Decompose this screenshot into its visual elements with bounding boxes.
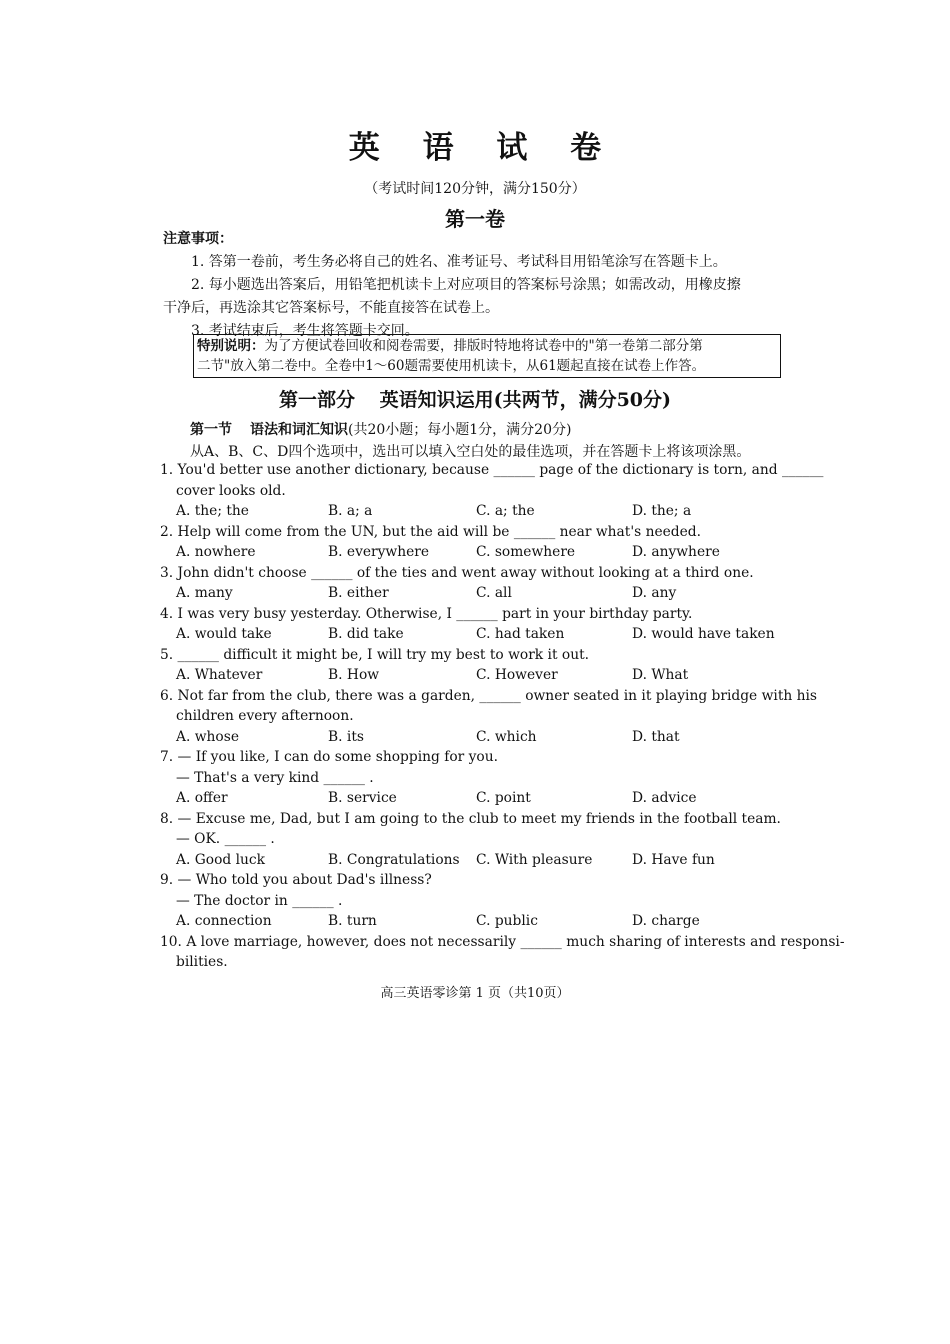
notice-item: 1. 答第一卷前，考生务必将自己的姓名、准考证号、考试科目用铅笔涂写在答题卡上。 (191, 254, 727, 270)
option-c: C. With pleasure (476, 851, 593, 868)
option-c: C. all (476, 585, 512, 601)
question-stem: 8. — Excuse me, Dad, but I am going to the club to meet my friends in the football team. (160, 810, 781, 827)
question-stem-continuation: children every afternoon. (176, 708, 354, 724)
special-note-line2: 二节"放入第二卷中。全卷中1～60题需要使用机读卡，从61题起直接在试卷上作答。 (197, 358, 706, 374)
question-item (160, 563, 788, 604)
option-b: B. turn (328, 913, 377, 929)
question-stem: 7. — If you like, I can do some shopping for you. (160, 749, 498, 765)
option-row (160, 501, 788, 522)
option-c: C. which (476, 728, 537, 745)
page-footer: 高三英语零诊第 1 页（共10页） (380, 986, 570, 1001)
option-d: D. would have taken (632, 626, 775, 642)
section-note: (共20小题；每小题1分，满分20分) (348, 422, 572, 438)
option-d: D. that (632, 728, 680, 745)
option-d: D. anywhere (632, 544, 720, 560)
question-stem: 6. Not far from the club, there was a garden, ______ owner seated in it playing bridge with his (160, 687, 818, 704)
option-row (160, 788, 788, 809)
notice-block (163, 228, 789, 343)
question-item (160, 604, 788, 645)
option-d: D. the; a (632, 503, 692, 519)
option-c: C. public (476, 913, 538, 929)
option-row (160, 665, 788, 686)
question-stem: 9. — Who told you about Dad's illness? (160, 872, 432, 888)
question-item (160, 932, 845, 973)
question-item (160, 809, 788, 871)
option-c: C. point (476, 790, 531, 806)
question-item (160, 747, 788, 809)
dialogue-response: — The doctor in ______ . (176, 892, 343, 909)
question-stem: 4. I was very busy yesterday. Otherwise, I ______ part in your birthday party. (160, 605, 693, 622)
option-a: A. would take (176, 626, 272, 642)
question-item (160, 522, 788, 563)
option-a: A. the; the (176, 503, 249, 519)
option-a: A. nowhere (176, 544, 256, 560)
exam-title: 英 语 试 卷 (348, 130, 618, 166)
option-b: B. its (328, 728, 364, 745)
option-d: D. advice (632, 790, 697, 806)
option-d: D. Have fun (632, 851, 715, 868)
option-row (160, 727, 788, 748)
question-list (160, 460, 845, 973)
option-b: B. everywhere (328, 544, 430, 560)
option-b: B. a; a (328, 503, 373, 519)
question-item (160, 686, 818, 748)
notice-heading: 注意事项： (163, 231, 233, 247)
option-a: A. whose (176, 728, 239, 745)
question-item (160, 460, 824, 522)
option-d: D. What (632, 667, 689, 683)
option-c: C. However (476, 667, 558, 683)
question-stem-continuation: bilities. (176, 954, 228, 970)
question-stem: 10. A love marriage, however, does not necessarily ______ much sharing of interests and responsi- (160, 933, 845, 950)
option-row (160, 542, 788, 563)
notice-item: 3. 考试结束后，考生将答题卡交回。 (191, 323, 419, 339)
option-a: A. connection (176, 913, 272, 929)
question-item (160, 870, 788, 932)
option-row (160, 850, 788, 871)
special-note-label: 特别说明： (197, 338, 265, 354)
option-d: D. charge (632, 913, 700, 929)
option-a: A. Good luck (176, 851, 265, 868)
dialogue-response: — OK. ______ . (176, 831, 275, 847)
option-b: B. Congratulations (328, 851, 460, 868)
notice-item-continuation: 干净后，再选涂其它答案标号，不能直接答在试卷上。 (163, 300, 499, 316)
special-note-line1: 为了方便试卷回收和阅卷需要，排版时特地将试卷中的"第一卷第二部分第 (264, 338, 703, 354)
option-b: B. did take (328, 626, 404, 642)
question-stem: 5. ______ difficult it might be, I will try my best to work it out. (160, 646, 590, 663)
exam-info: （考试时间120分钟，满分150分） (364, 181, 586, 197)
option-c: C. a; the (476, 503, 535, 519)
option-a: A. Whatever (176, 667, 263, 683)
option-a: A. offer (176, 790, 228, 806)
option-row (160, 583, 788, 604)
option-d: D. any (632, 585, 677, 601)
option-b: B. How (328, 667, 380, 683)
part-title: 第一部分 英语知识运用(共两节，满分50分) (278, 389, 672, 411)
section-instruction: 从A、B、C、D四个选项中，选出可以填入空白处的最佳选项，并在答题卡上将该项涂黑。 (190, 444, 751, 460)
option-c: C. somewhere (476, 544, 576, 560)
section-label: 第一节 (190, 422, 232, 438)
question-stem: 3. John didn't choose ______ of the ties and went away without looking at a third one. (160, 564, 754, 581)
option-c: C. had taken (476, 626, 565, 642)
option-a: A. many (176, 585, 233, 601)
special-note-box (193, 334, 781, 378)
section-heading (190, 419, 571, 439)
volume-title: 第一卷 (445, 207, 505, 231)
section-title: 语法和词汇知识 (250, 422, 348, 438)
option-b: B. service (328, 790, 397, 806)
question-stem: 2. Help will come from the UN, but the aid will be ______ near what's needed. (160, 523, 702, 540)
option-row (160, 624, 788, 645)
option-b: B. either (328, 585, 389, 601)
notice-item: 2. 每小题选出答案后，用铅笔把机读卡上对应项目的答案标号涂黑；如需改动，用橡皮擦 (191, 277, 741, 293)
question-stem: 1. You'd better use another dictionary, because ______ page of the dictionary is torn, and ______ (160, 462, 824, 478)
option-row (160, 911, 788, 932)
question-stem-continuation: cover looks old. (176, 482, 286, 499)
question-item (160, 645, 788, 686)
dialogue-response: — That's a very kind ______ . (176, 769, 374, 786)
